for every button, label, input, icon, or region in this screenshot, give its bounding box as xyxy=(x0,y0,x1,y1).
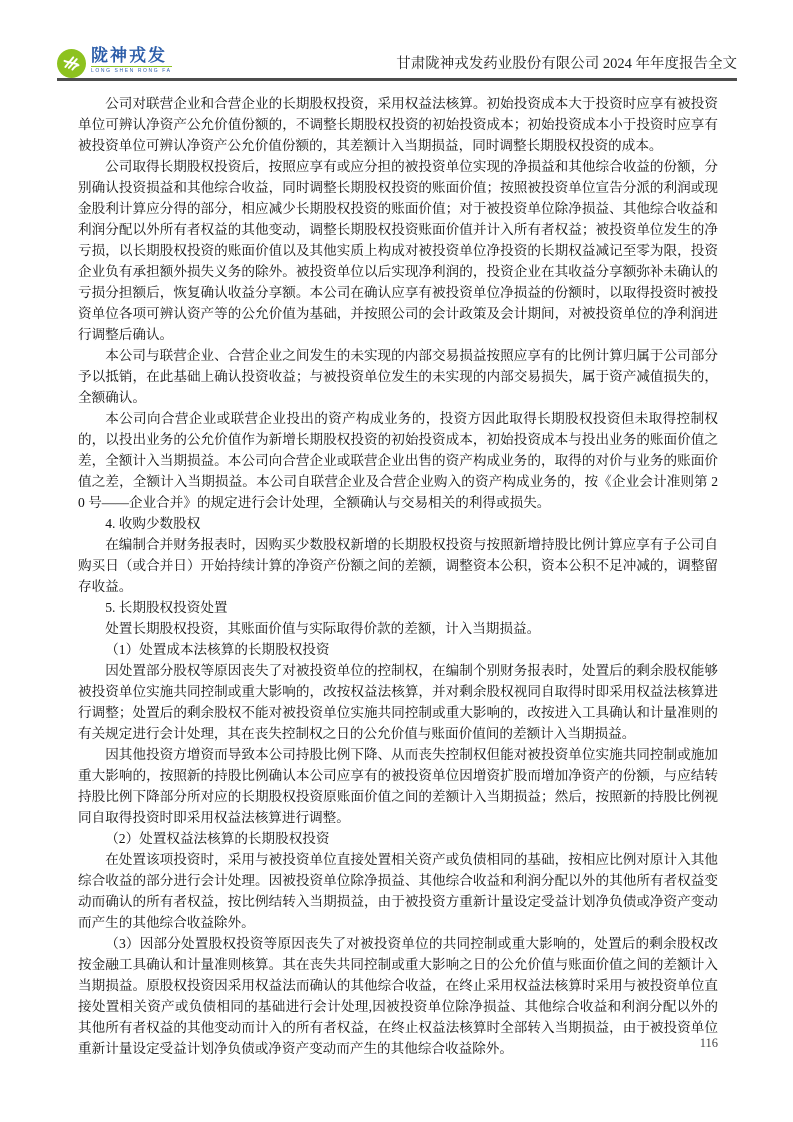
paragraph: 公司取得长期股权投资后，按照应享有或应分担的被投资单位实现的净损益和其他综合收益的份额，分别确认投资损益和其他综合收益，同时调整长期股权投资的账面价值；按照被投资单位宣告分派的利润或现金股利计算应分得的部分，相应减少长期股权投资的账面价值；对于被投资单位除净损益、其他综合收益和利润分配以外所有者权益的其他变动，调整长期股权投资账面价值并计入所有者权益；被投资单位发生的净亏损，以长期股权投资的账面价值以及其他实质上构成对被投资单位净投资的长期权益减记至零为限，投资企业负有承担额外损失义务的除外。被投资单位以后实现净利润的，投资企业在其收益分享额弥补未确认的亏损分担额后，恢复确认收益分享额。本公司在确认应享有被投资单位净损益的份额时，以取得投资时被投资单位各项可辨认资产等的公允价值为基础，并按照公司的会计政策及会计期间，对被投资单位的净利润进行调整后确认。 xyxy=(78,159,718,342)
paragraph: 公司对联营企业和合营企业的长期股权投资，采用权益法核算。初始投资成本大于投资时应享有被投资单位可辨认净资产公允价值份额的，不调整长期股权投资的初始投资成本；初始投资成本小于投资时应享有被投资单位可辨认净资产公允价值份额的，其差额计入当期损益，同时调整长期股权投资的成本。 xyxy=(78,96,718,153)
section-heading: （2）处置权益法核算的长期股权投资 xyxy=(105,831,330,846)
logo-icon xyxy=(57,49,86,78)
page-footer xyxy=(78,1036,718,1051)
section-heading: 4. 收购少数股权 xyxy=(105,516,201,531)
logo-text xyxy=(91,47,172,75)
paragraph: 处置长期股权投资，其账面价值与实际取得价款的差额，计入当期损益。 xyxy=(105,621,541,636)
paragraph: 本公司与联营企业、合营企业之间发生的未实现的内部交易损益按照应享有的比例计算归属于公司部分予以抵销，在此基础上确认投资收益；与被投资单位发生的未实现的内部交易损失，属于资产减值损失的，全额确认。 xyxy=(78,348,718,405)
paragraph: 本公司向合营企业或联营企业投出的资产构成业务的，投资方因此取得长期股权投资但未取得控制权的，以投出业务的公允价值作为新增长期股权投资的初始投资成本，初始投资成本与投出业务的账面价值之差，全额计入当期损益。本公司向合营企业或联营企业出售的资产构成业务的，取得的对价与业务的账面价值之差，全额计入当期损益。本公司自联营企业及合营企业购入的资产构成业务的，按《企业会计准则第 20 号——企业合并》的规定进行会计处理，全额确认与交易相关的利得或损失。 xyxy=(78,411,718,510)
page-header xyxy=(57,46,737,81)
section-heading: 5. 长期股权投资处置 xyxy=(105,600,228,615)
logo-name-en: LONG SHEN RONG FA xyxy=(91,67,172,74)
paragraph: 在编制合并财务报表时，因购买少数股权新增的长期股权投资与按照新增持股比例计算应享有子公司自购买日（或合并日）开始持续计算的净资产份额之间的差额，调整资本公积，资本公积不足冲减的，调整留存收益。 xyxy=(78,537,718,594)
paragraph: （3）因部分处置股权投资等原因丧失了对被投资单位的共同控制或重大影响的，处置后的剩余股权改按金融工具确认和计量准则核算。其在丧失共同控制或重大影响之日的公允价值与账面价值之间的差额计入当期损益。原股权投资因采用权益法而确认的其他综合收益，在终止采用权益法核算时采用与被投资单位直接处置相关资产或负债相同的基础进行会计处理,因被投资单位除净损益、其他综合收益和利润分配以外的其他所有者权益的其他变动而计入的所有者权益，在终止权益法核算时全部转入当期损益，由于被投资单位重新计量设定受益计划净负债或净资产变动而产生的其他综合收益除外。 xyxy=(78,936,718,1056)
logo-name-cn: 陇神戎发 xyxy=(91,45,167,65)
company-logo xyxy=(57,46,172,75)
page-number: 116 xyxy=(699,1036,718,1050)
report-title: 甘肃陇神戎发药业股份有限公司 2024 年年度报告全文 xyxy=(396,56,737,72)
paragraph: 在处置该项投资时，采用与被投资单位直接处置相关资产或负债相同的基础，按相应比例对原计入其他综合收益的部分进行会计处理。因被投资单位除净损益、其他综合收益和利润分配以外的其他所有者权益变动而确认的所有者权益，按比例结转入当期损益，由于被投资方重新计量设定受益计划净负债或净资产变动而产生的其他综合收益除外。 xyxy=(78,852,718,930)
paragraph: 因处置部分股权等原因丧失了对被投资单位的控制权，在编制个别财务报表时，处置后的剩余股权能够被投资单位实施共同控制或重大影响的，改按权益法核算，并对剩余股权视同自取得时即采用权益法核算进行调整；处置后的剩余股权不能对被投资单位实施共同控制或重大影响的，改按进入工具确认和计量准则的有关规定进行会计处理，其在丧失控制权之日的公允价值与账面价值间的差额计入当期损益。 xyxy=(78,663,718,741)
document-body xyxy=(78,93,718,1059)
paragraph: 因其他投资方增资而导致本公司持股比例下降、从而丧失控制权但能对被投资单位实施共同控制或施加重大影响的，按照新的持股比例确认本公司应享有的被投资单位因增资扩股而增加净资产的份额，与应结转持股比例下降部分所对应的长期股权投资原账面价值之间的差额计入当期损益；然后，按照新的持股比例视同自取得投资时即采用权益法核算进行调整。 xyxy=(78,747,718,825)
section-heading: （1）处置成本法核算的长期股权投资 xyxy=(105,642,330,657)
